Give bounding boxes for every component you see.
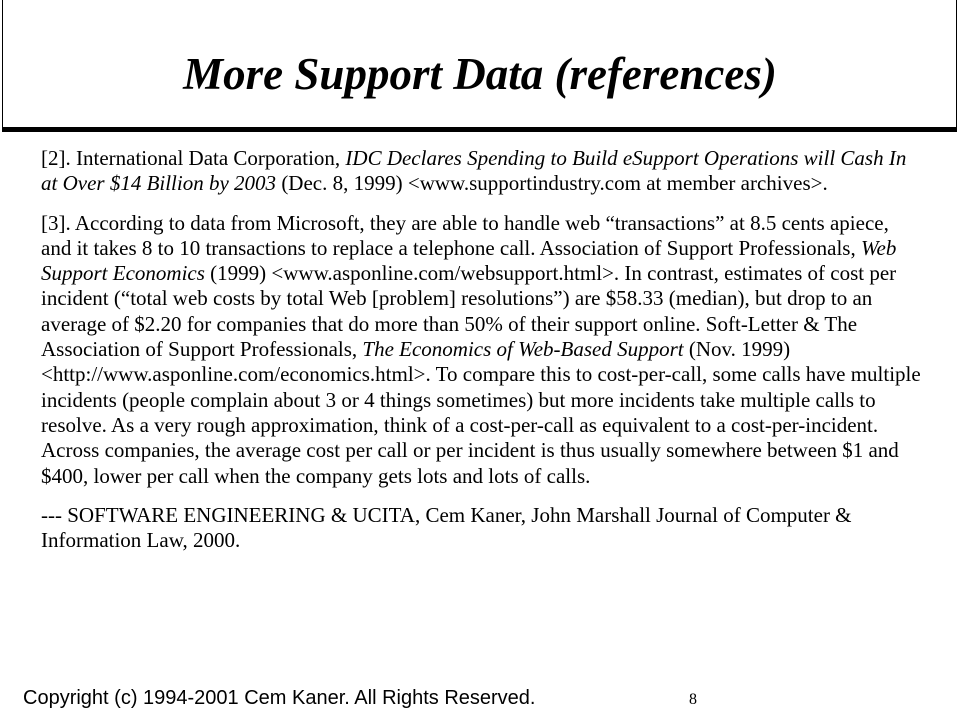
reference-2-text-b: (Dec. 8, 1999) <www.supportindustry.com at member archives>.	[276, 171, 828, 196]
reference-3	[41, 211, 921, 489]
reference-3-text-c: (Nov. 1999) <http://www.asponline.com/economics.html>. To compare this to cost-per-call, some calls have multiple incidents (people complain about 3 or 4 things sometimes) but more incidents take multiple calls to resolve. As a very rough approximation, think of a cost-per-call as equivalent to a cost-per-incident. Across companies, the average cost per call or per incident is thus usually somewhere between $1 and $400, lower per call when the company gets lots and lots of calls.	[41, 337, 921, 488]
references-body	[41, 146, 921, 567]
reference-2	[41, 146, 921, 197]
title-rule	[2, 128, 957, 132]
reference-2-text-a: [2]. International Data Corporation,	[41, 146, 346, 170]
reference-3-title-1: Web Support Economics	[41, 235, 897, 286]
footer-copyright: Copyright (c) 1994-2001 Cem Kaner. All Rights Reserved.	[23, 687, 536, 709]
source-citation: --- SOFTWARE ENGINEERING & UCITA, Cem Kaner, John Marshall Journal of Computer & Information Law, 2000.	[41, 502, 852, 553]
reference-3-text-b: (1999) <www.asponline.com/websupport.html>. In contrast, estimates of cost per incident (“total web costs by total Web [problem] resolutions”) are $58.33 (median), but drop to an average of $2.20 for companies that do more than 50% of their support online. Soft-Letter & The Association of Support Professionals,	[41, 261, 897, 362]
page-title: More Support Data (references)	[183, 49, 777, 99]
reference-2-title: IDC Declares Spending to Build eSupport Operations will Cash In at Over $14 Billion by 2003	[41, 146, 907, 196]
reference-3-text-a: [3]. According to data from Microsoft, they are able to handle web “transactions” at 8.5 cents apiece, and it takes 8 to 10 transactions to replace a telephone call. Association of Support Professionals,	[41, 210, 889, 260]
page-number: 8	[689, 691, 697, 708]
reference-3-title-2: The Economics of Web-Based Support	[362, 337, 684, 362]
